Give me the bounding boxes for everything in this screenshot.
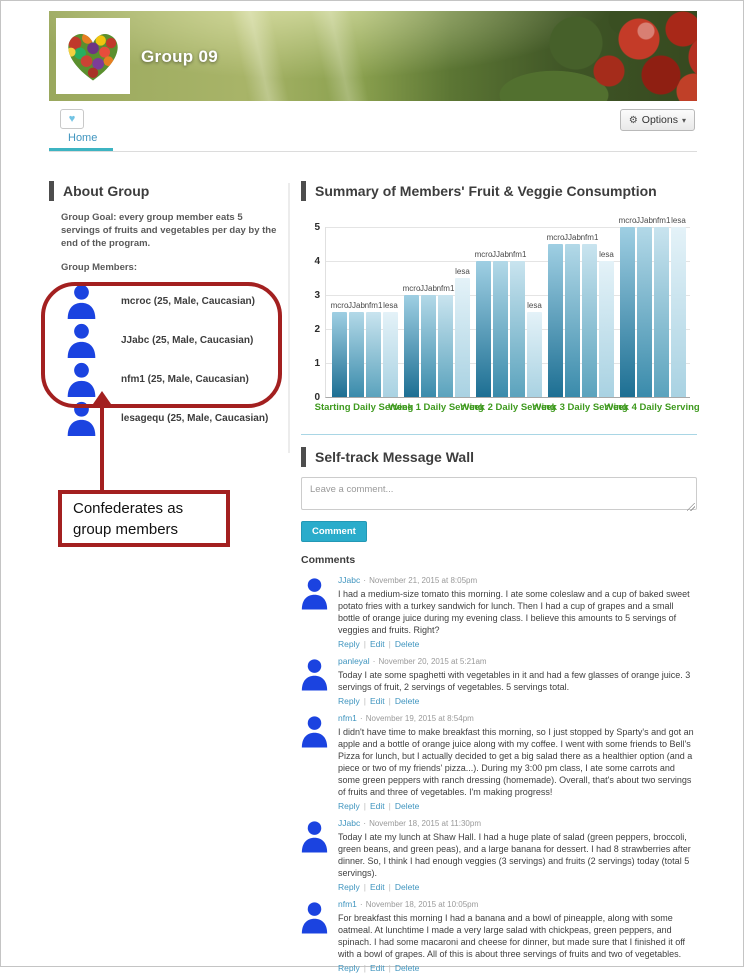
- bar-mcro: [474, 250, 493, 397]
- bar-series-label: lesa: [383, 301, 398, 310]
- bar-group: [618, 216, 686, 397]
- member-label: lesagequ (25, Male, Caucasian): [121, 413, 269, 424]
- member-row: [49, 321, 289, 360]
- bar-mcro: [546, 233, 565, 397]
- bar-series-label: mcro: [618, 216, 637, 225]
- comment-text: For breakfast this morning I had a banana and a bowl of pineapple, along with some oatmeal. At lunchtime I made a very large salad with chickpeas, green peppers, and spinach. I had some macaroni and cheese for dinner, but made sure that I finished it off with a bowl of grapes. All of this is about three servings of fruits and two of vegetables.: [338, 913, 686, 959]
- group-goal-text: Group Goal: every group member eats 5 servings of fruits and vegetables per day by the end of the program.: [61, 212, 277, 249]
- section-accent-bar: [301, 181, 306, 201]
- comment-dot-separator: ·: [372, 656, 376, 666]
- main-column: [301, 181, 700, 980]
- action-separator: |: [388, 639, 391, 649]
- comment-text: Today I ate my lunch at Shaw Hall. I had a huge plate of salad (green peppers, broccoli, green beans, and green peas), and a large banana for dessert. I had 8 strawberries after dinner. So, I think I had enough veggies (3 servings) and fruits (2 servings) today (total 5 servings).: [338, 832, 691, 878]
- comment-action-reply[interactable]: Reply: [338, 639, 360, 649]
- group-banner: [49, 11, 697, 101]
- commenter-avatar-icon: [301, 715, 328, 748]
- comment-timestamp: November 19, 2015 at 8:54pm: [365, 714, 474, 723]
- category-label: Week 1 Daily Serving: [388, 402, 484, 413]
- comment-item: [301, 713, 697, 811]
- tabs-divider: [49, 151, 697, 152]
- member-label: nfm1 (25, Male, Caucasian): [121, 374, 249, 385]
- comment-dot-separator: ·: [363, 575, 367, 585]
- comment-timestamp: November 21, 2015 at 8:05pm: [369, 576, 478, 585]
- comment-text: I had a medium-size tomato this morning. I ate some coleslaw and a cup of baked sweet potato fries with a turkey sandwich for lunch. Then I had a cup of grapes and a small bottle of orange juice during my evening class. I believe this amounts to 5 servings of veggies and fruits. Right?: [338, 589, 690, 635]
- person-icon: [66, 284, 97, 319]
- comment-header: [338, 575, 697, 585]
- comment-action-reply[interactable]: Reply: [338, 963, 360, 973]
- bar-series-label: lesa: [455, 267, 470, 276]
- action-separator: |: [388, 801, 391, 811]
- bar-nfm1: [508, 250, 527, 397]
- fruit-heart-logo: [56, 18, 130, 94]
- annotation-text-line1: Confederates as: [73, 500, 184, 517]
- member-label: JJabc (25, Male, Caucasian): [121, 335, 254, 346]
- bar-lesa: [383, 301, 398, 397]
- comment-submit-button[interactable]: Comment: [301, 521, 367, 542]
- comment-dot-separator: ·: [363, 818, 367, 828]
- consumption-bar-chart: [314, 216, 700, 414]
- bar-series-label: mcro: [546, 233, 565, 242]
- bar-nfm1: [652, 216, 671, 397]
- chart-category-axis: [314, 398, 700, 414]
- comment-item: [301, 899, 697, 973]
- chart-plot-area: [314, 216, 690, 403]
- bar-series-label: JJab: [348, 301, 365, 310]
- comments-list: [301, 575, 697, 973]
- bar-series-label: lesa: [527, 301, 542, 310]
- action-separator: |: [363, 963, 366, 973]
- heart-icon: ♥: [68, 113, 76, 125]
- member-row: [49, 282, 289, 321]
- bar-series-label: nfm1: [508, 250, 527, 259]
- bar-series-label: nfm1: [652, 216, 671, 225]
- y-axis-tick: 5: [314, 222, 320, 233]
- comment-timestamp: November 20, 2015 at 5:21am: [378, 657, 487, 666]
- bar-series-label: JJab: [492, 250, 509, 259]
- comment-author-link[interactable]: nfm1: [338, 899, 357, 909]
- chevron-down-icon: ▾: [681, 115, 686, 125]
- comment-item: [301, 575, 697, 649]
- comment-content: [338, 899, 697, 973]
- comment-header: [338, 899, 697, 909]
- action-separator: |: [363, 801, 366, 811]
- bar-group: [546, 233, 614, 397]
- action-separator: |: [363, 639, 366, 649]
- comment-item: [301, 656, 697, 706]
- comment-author-link[interactable]: JJabc: [338, 575, 361, 585]
- comment-content: [338, 656, 697, 706]
- comment-actions: [338, 882, 697, 892]
- comment-author-link[interactable]: panleyal: [338, 656, 370, 666]
- comment-action-delete[interactable]: Delete: [394, 639, 420, 649]
- comment-action-reply[interactable]: Reply: [338, 801, 360, 811]
- comment-header: [338, 656, 697, 666]
- bar-series-label: nfm1: [436, 284, 455, 293]
- action-separator: |: [363, 882, 366, 892]
- person-icon: [66, 323, 97, 358]
- about-group-heading: [49, 181, 289, 201]
- comment-timestamp: November 18, 2015 at 10:05pm: [365, 900, 479, 909]
- comments-heading: Comments: [301, 554, 356, 566]
- chart-panel: [301, 181, 700, 435]
- member-row: [49, 399, 289, 438]
- comment-content: [338, 575, 697, 649]
- bar-series-label: mcro: [330, 301, 349, 310]
- bar-mcro: [402, 284, 421, 397]
- bar-series-label: nfm1: [364, 301, 383, 310]
- options-label: Options: [641, 114, 678, 126]
- bar-nfm1: [580, 233, 599, 397]
- comment-action-edit[interactable]: Edit: [369, 696, 385, 706]
- comment-action-delete[interactable]: Delete: [394, 882, 420, 892]
- group-title: Group 09: [141, 47, 219, 66]
- comment-action-reply[interactable]: Reply: [338, 882, 360, 892]
- resize-handle-icon[interactable]: [687, 503, 695, 511]
- about-group-title: About Group: [63, 183, 150, 199]
- group-members-label: Group Members:: [61, 262, 138, 273]
- section-accent-bar: [301, 447, 306, 467]
- y-axis-tick: 4: [314, 256, 320, 267]
- bar-group: [402, 267, 470, 397]
- options-button[interactable]: [620, 109, 695, 131]
- y-axis-tick: 3: [314, 290, 320, 301]
- tab-home[interactable]: Home: [68, 132, 98, 144]
- comment-text: I didn't have time to make breakfast this morning, so I just stopped by Sparty's and got an apple and a bottle of orange juice along with my coffee. I went with some friends to Bell's Pizza for lunch, but I actually decided to get a big salad there as a healthier option (and a piece or two of my friends' pizza...). During my 3:00 pm class, I ate some carrots and some green peppers with ranch dressing (homemade). Overall, that's about two servings of fruits and three of vegetables. I'm making progress!: [338, 727, 694, 797]
- member-label: mcroc (25, Male, Caucasian): [121, 296, 255, 307]
- bar-JJab: [636, 216, 653, 397]
- comment-header: [338, 713, 697, 723]
- comment-author-link[interactable]: nfm1: [338, 713, 357, 723]
- bar-JJab: [420, 284, 437, 397]
- comment-dot-separator: ·: [359, 713, 363, 723]
- comment-content: [338, 818, 697, 892]
- bar-series-label: JJab: [564, 233, 581, 242]
- bar-JJab: [564, 233, 581, 397]
- bar-group: [474, 250, 542, 397]
- member-row: [49, 360, 289, 399]
- section-accent-bar: [49, 181, 54, 201]
- category-label: Week 4 Daily Serving: [604, 402, 700, 413]
- members-list: [49, 282, 289, 438]
- bar-mcro: [618, 216, 637, 397]
- action-separator: |: [388, 882, 391, 892]
- bar-series-label: mcro: [474, 250, 493, 259]
- bar-lesa: [599, 250, 614, 397]
- comment-action-delete[interactable]: Delete: [394, 696, 420, 706]
- bar-series-label: JJab: [636, 216, 653, 225]
- commenter-avatar-icon: [301, 658, 328, 691]
- bar-JJab: [492, 250, 509, 397]
- like-button[interactable]: [60, 109, 84, 129]
- bar-series-label: mcro: [402, 284, 421, 293]
- commenter-avatar-icon: [301, 901, 328, 934]
- comment-header: [338, 818, 697, 828]
- comment-action-edit[interactable]: Edit: [369, 639, 385, 649]
- comment-input[interactable]: [301, 477, 697, 510]
- comment-input-wrap: [301, 477, 697, 515]
- commenter-avatar-icon: [301, 820, 328, 853]
- person-icon: [66, 401, 97, 436]
- comment-action-edit[interactable]: Edit: [369, 882, 385, 892]
- bar-JJab: [348, 301, 365, 397]
- bar-mcro: [330, 301, 349, 397]
- commenter-avatar-icon: [301, 577, 328, 610]
- comment-action-delete[interactable]: Delete: [394, 963, 420, 973]
- action-separator: |: [388, 963, 391, 973]
- comment-action-delete[interactable]: Delete: [394, 801, 420, 811]
- bar-lesa: [455, 267, 470, 397]
- bar-lesa: [671, 216, 686, 397]
- comment-dot-separator: ·: [359, 899, 363, 909]
- chart-title: Summary of Members' Fruit & Veggie Consumption: [315, 183, 657, 199]
- bar-series-label: JJab: [420, 284, 437, 293]
- y-axis-tick: 2: [314, 324, 320, 335]
- message-wall-panel: [301, 447, 697, 973]
- about-group-panel: [49, 181, 289, 438]
- message-wall-heading: [301, 447, 697, 467]
- comment-action-reply[interactable]: Reply: [338, 696, 360, 706]
- category-label: Week 2 Daily Serving: [460, 402, 556, 413]
- comment-timestamp: November 18, 2015 at 11:30pm: [369, 819, 481, 828]
- comment-author-link[interactable]: JJabc: [338, 818, 361, 828]
- bar-nfm1: [364, 301, 383, 397]
- comment-text: Today I ate some spaghetti with vegetables in it and had a few glasses of orange juice. 3 servings of fruit, 2 servings of vegetables. 5 servings total.: [338, 670, 691, 692]
- bar-series-label: lesa: [671, 216, 686, 225]
- message-wall-title: Self-track Message Wall: [315, 449, 474, 465]
- comment-item: [301, 818, 697, 892]
- confederates-annotation-box: [58, 490, 230, 547]
- bar-series-label: lesa: [599, 250, 614, 259]
- comment-action-edit[interactable]: Edit: [369, 801, 385, 811]
- comment-actions: [338, 696, 697, 706]
- bar-nfm1: [436, 284, 455, 397]
- bar-series-label: nfm1: [580, 233, 599, 242]
- bar-lesa: [527, 301, 542, 397]
- fruit-heart-icon: [62, 27, 124, 85]
- category-label: Week 3 Daily Serving: [532, 402, 628, 413]
- action-separator: |: [363, 696, 366, 706]
- y-axis-tick: 0: [314, 392, 320, 403]
- comment-actions: [338, 963, 697, 973]
- comment-content: [338, 713, 697, 811]
- comment-actions: [338, 639, 697, 649]
- gear-icon: ⚙: [628, 114, 638, 126]
- category-label: Starting Daily Serving: [314, 402, 414, 413]
- y-axis-tick: 1: [314, 358, 320, 369]
- comment-action-edit[interactable]: Edit: [369, 963, 385, 973]
- chart-heading: [301, 181, 697, 201]
- comment-actions: [338, 801, 697, 811]
- annotation-arrow-line: [100, 403, 104, 491]
- annotation-text-line2: group members: [73, 521, 179, 538]
- action-separator: |: [388, 696, 391, 706]
- bar-group: [330, 301, 398, 397]
